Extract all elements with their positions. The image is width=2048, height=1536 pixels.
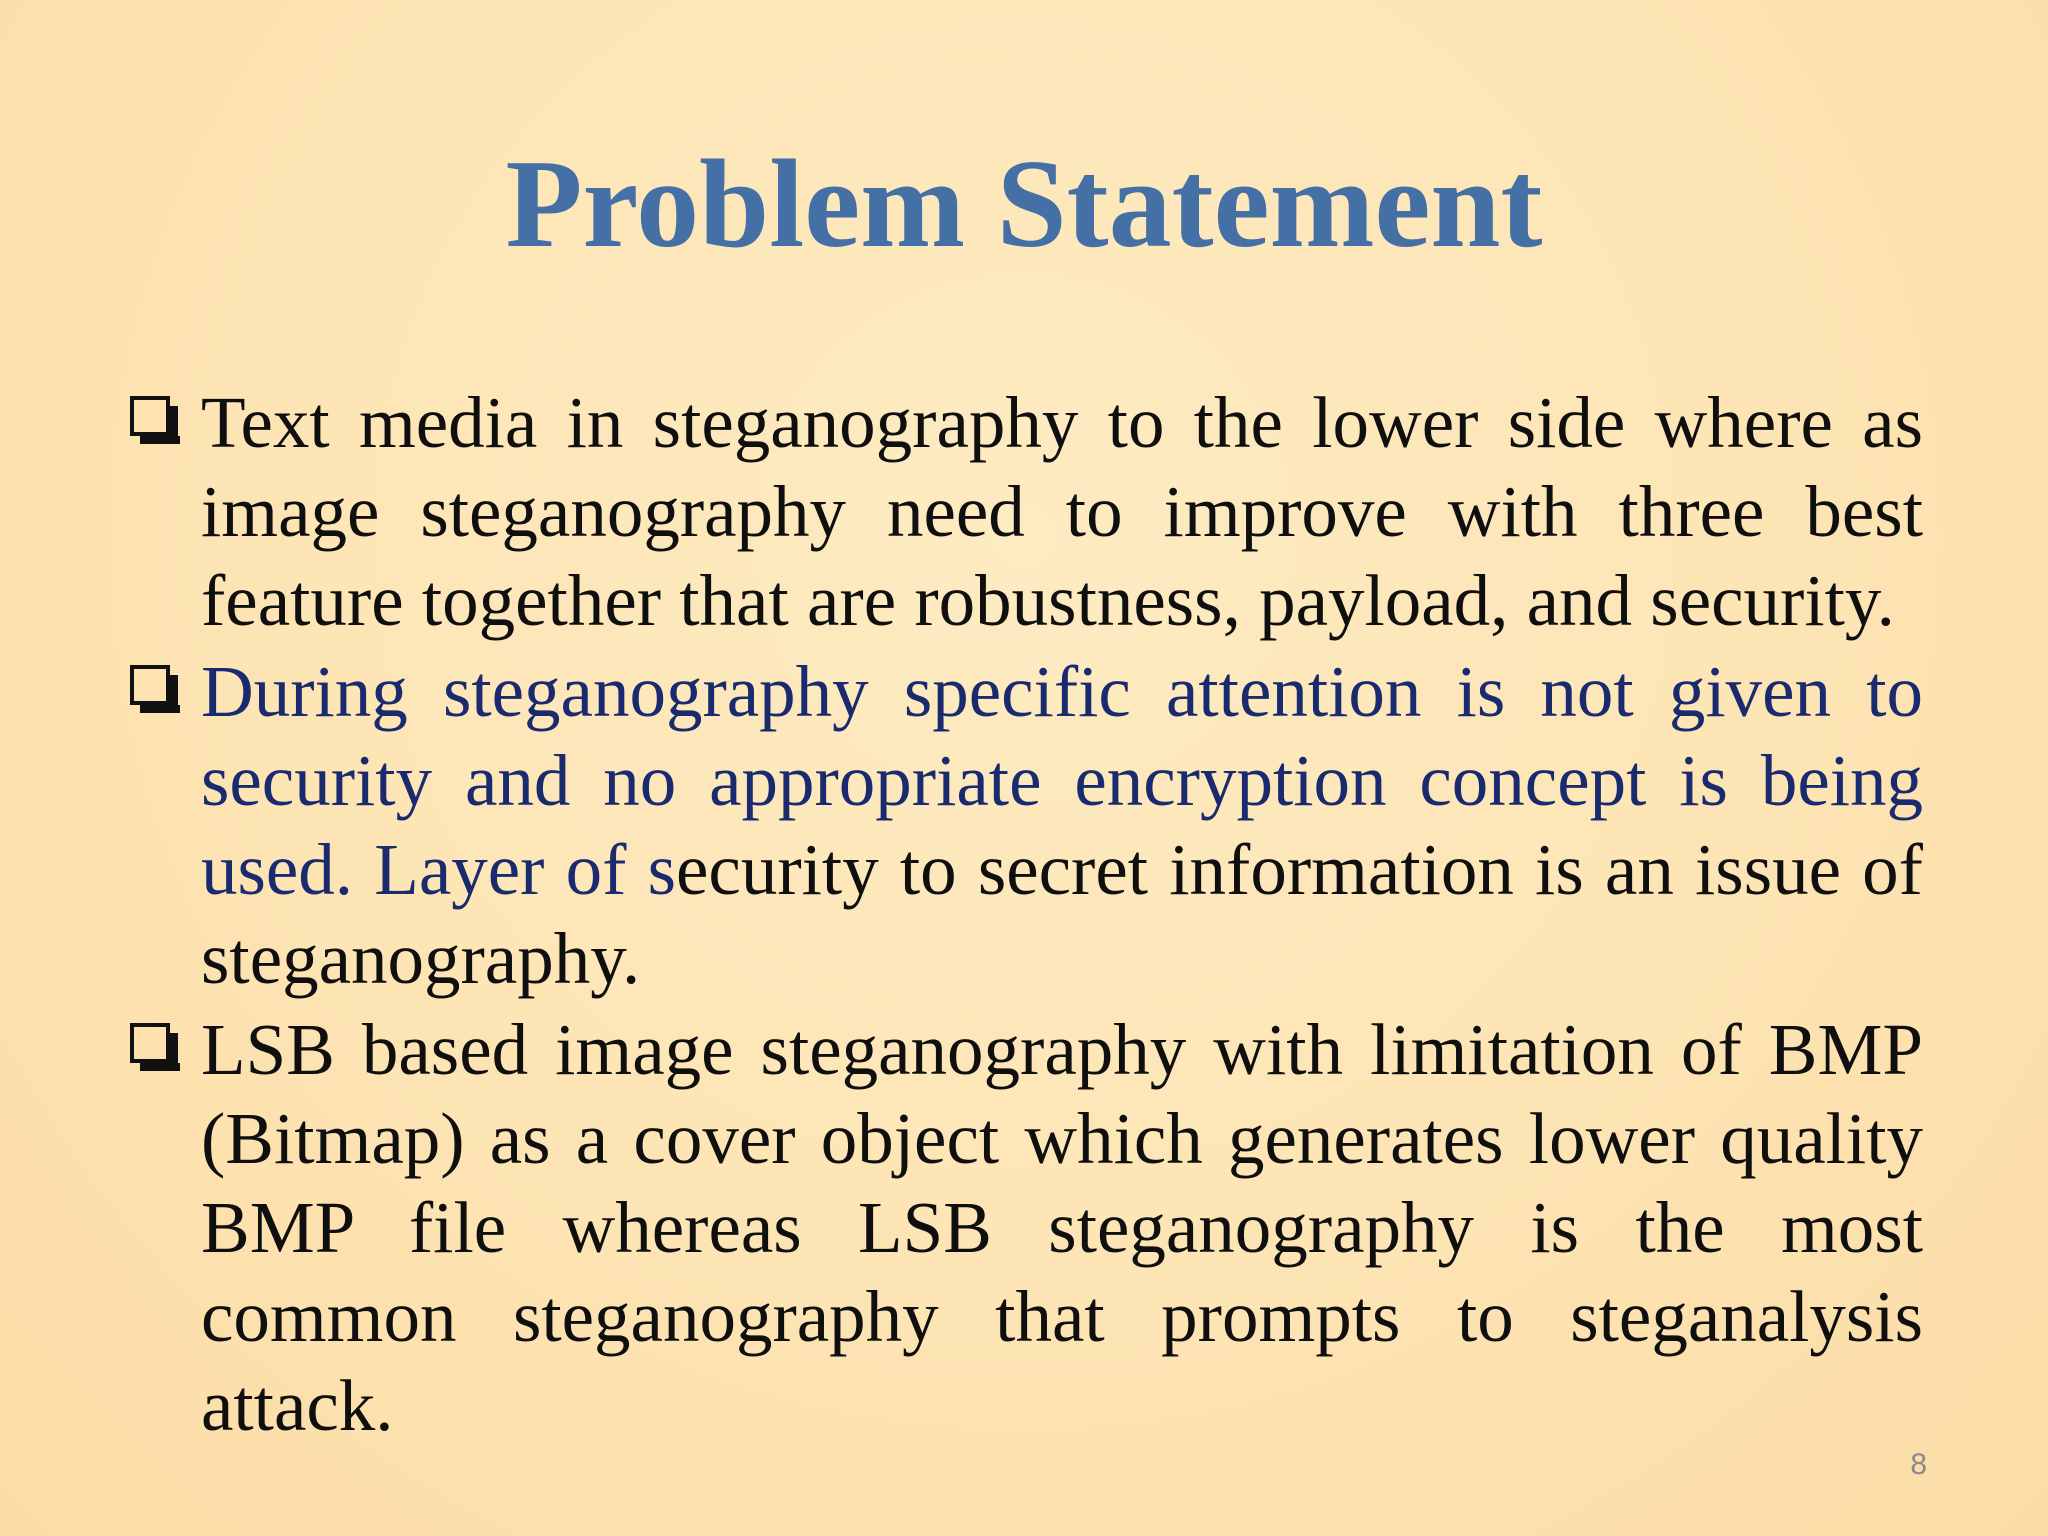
bullet-item-2 <box>128 647 1923 1003</box>
hollow-square-bullet-icon <box>130 1023 170 1063</box>
bullet-list <box>128 378 1923 1452</box>
hollow-square-bullet-icon <box>130 396 170 436</box>
bullet-text: LSB based image steganography with limitation of BMP (Bitmap) as a cover object which generates lower quality BMP file whereas LSB steganography is the most common steganography that prompts to steganalysis attack. <box>201 1009 1923 1446</box>
bullet-text: ecurity to secret information is an issue of steganography. <box>201 829 1923 999</box>
bullet-text-highlighted: During steganography specific attention is not given to security and no appropriate encryption concept is being used. Layer of s <box>201 651 1923 910</box>
bullet-text: Text media in steganography to the lower side where as image steganography need to improve with three best feature together that are robustness, payload, and security. <box>201 382 1923 641</box>
page-number: 8 <box>1910 1448 1927 1481</box>
bullet-item-1 <box>128 378 1923 645</box>
slide-title: Problem Statement <box>505 135 1543 274</box>
hollow-square-bullet-icon <box>130 665 170 705</box>
bullet-item-3 <box>128 1005 1923 1450</box>
